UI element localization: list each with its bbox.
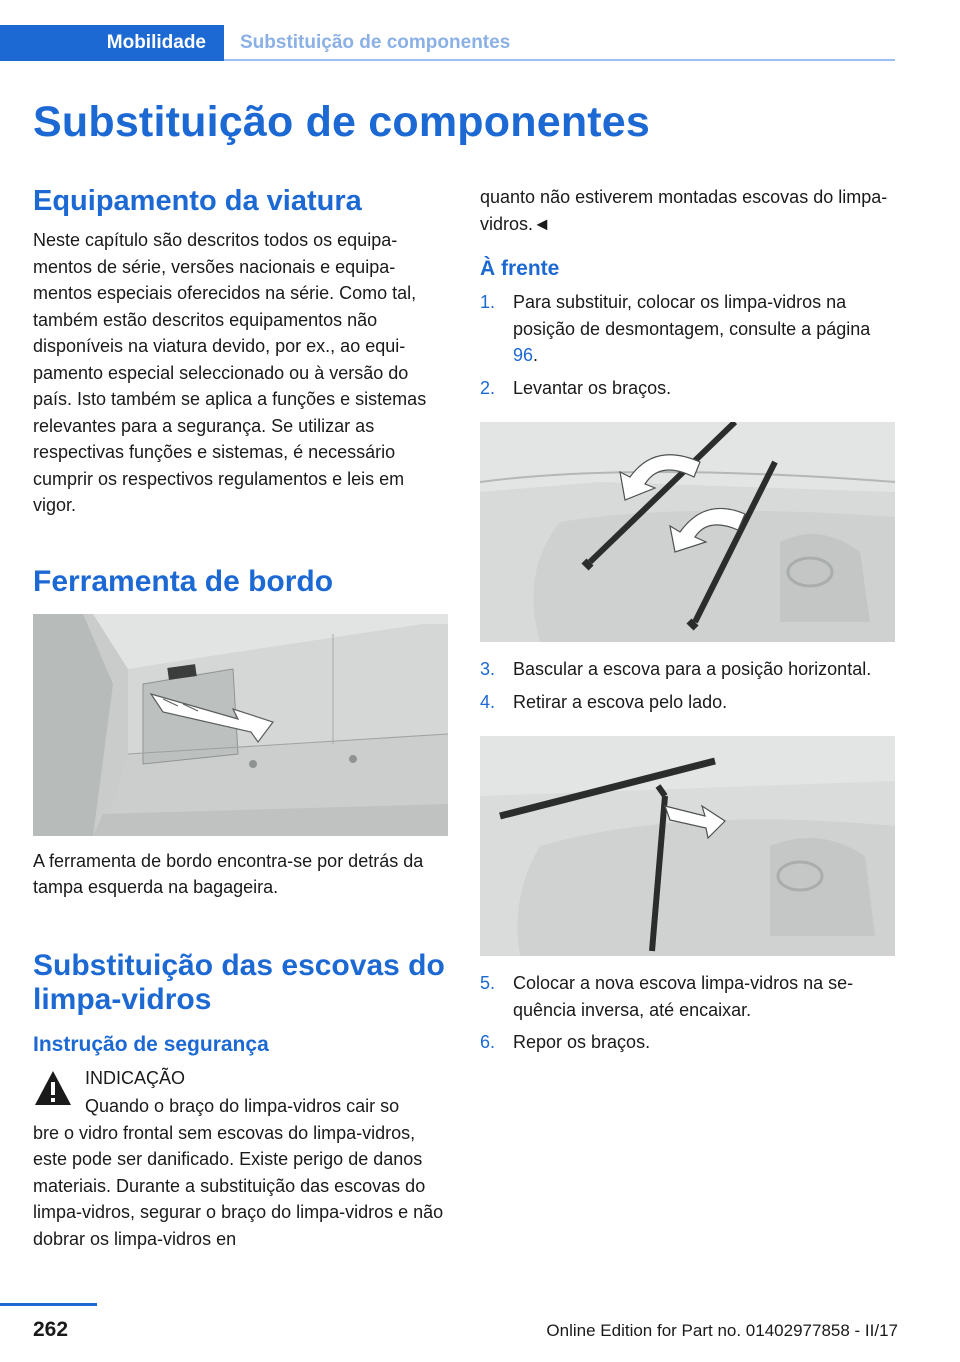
equipment-text: Neste capítulo são descritos todos os equipamentos de série, versões nacionais e equipamentos especiais oferecidos na série. Como tal, também estão descritos equipamentos não disponíveis na viatura devido, por ex., ao equipamento especial seleccionado ou à versão do país. Isto também se aplica a funções e sistemas relevantes para a segurança. Se utilizar as respectivas funções e sistemas, é necessário cumprir os respectivos regulamentos e leis em vigor. [33,230,427,515]
page-title: Substituição de componentes [33,98,651,146]
section-tab[interactable]: Mobilidade [0,25,224,61]
wipers-heading: Substituição das escovas do limpa-vidros [33,948,445,1016]
page-link[interactable]: 96 [513,345,534,365]
step-number: 2. [480,377,496,398]
header-divider [224,59,895,61]
step-text: Retirar a escova pelo lado. [513,691,728,712]
step-number: 6. [480,1032,496,1052]
right-column [480,184,895,1056]
step-3 [480,656,895,683]
edition-info: Online Edition for Part no. 01402977858 - II/17 [546,1321,898,1340]
warning-box [33,1065,448,1253]
steps-list-a [480,289,895,401]
step-text: Repor os braços. [513,1032,651,1052]
step-number: 4. [480,691,496,712]
step-2 [480,375,895,402]
page-number: 262 [33,1318,69,1341]
warning-text: bre o vidro frontal sem escovas do limpa-vidros, este pode ser danificado. Existe perigo de danos materiais. Durante a substituição das escovas do limpa-vidros, segurar o braço do limpa-vidros e não dobrar os limpa-vidros en [33,1122,444,1249]
step-1 [480,289,895,369]
step-text: Bascular a escova para a posição horizontal. [513,659,872,679]
steps-list-c [480,970,895,1056]
step-text: Levantar os braços. [513,377,672,398]
left-column [33,184,448,1252]
wiper-blade-removal-image [480,736,895,956]
step-text: Para substituir, colocar os limpa-vidros na posição de desmontagem, consulte a página [513,292,871,339]
warning-label: INDICAÇÃO [85,1067,186,1088]
warning-continuation: quanto não estiverem montadas escovas do limpa-vidros.◄ [480,187,888,234]
safety-heading: Instrução de segurança [33,1032,269,1056]
tools-heading: Ferramenta de bordo [33,564,334,598]
chapter-tab[interactable]: Substituição de componentes [240,32,511,53]
step-5 [480,970,895,1023]
step-number: 1. [480,292,496,312]
warning-text-first: Quando o braço do limpa-vidros cair so [85,1096,400,1116]
tools-caption: A ferramenta de bordo encontra-se por detrás da tampa esquerda na bagageira. [33,850,424,897]
step-text: Colocar a nova escova limpa-vidros na sequência inversa, até encaixar. [513,973,854,1020]
step-4 [480,689,895,716]
footer-divider [0,1303,97,1306]
wiper-arms-raised-image [480,422,895,642]
step-6 [480,1029,895,1056]
step-number: 3. [480,659,496,679]
steps-list-b [480,656,895,715]
front-heading: À frente [480,257,560,280]
step-number: 5. [480,973,496,993]
step-text-end: . [533,345,539,365]
luggage-compartment-image [33,614,448,836]
warning-triangle-icon [33,1069,73,1107]
equipment-heading: Equipamento da viatura [33,185,362,217]
